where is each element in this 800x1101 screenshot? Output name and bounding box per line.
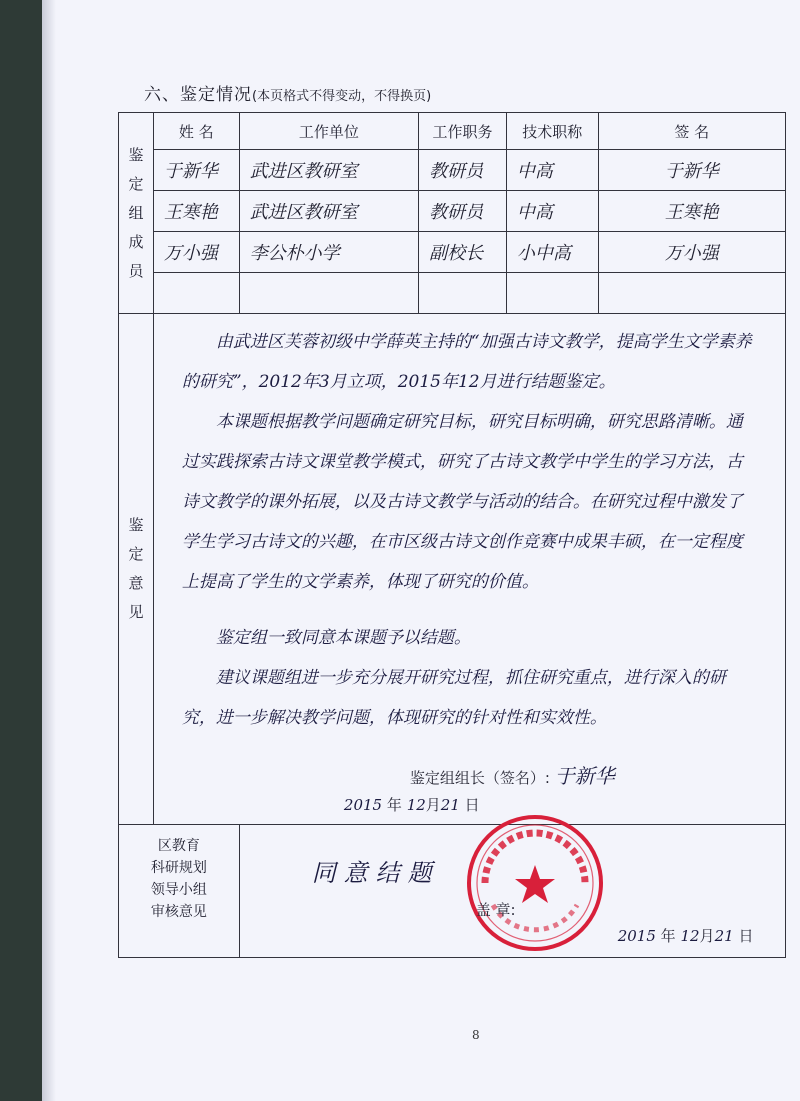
empty-cell bbox=[506, 273, 598, 314]
stamp-label: 盖 章: bbox=[475, 901, 516, 919]
review-date-m: 月 bbox=[699, 927, 715, 945]
review-date-d: 日 bbox=[738, 927, 754, 945]
member-signature: 于新华 bbox=[598, 150, 785, 191]
section-title bbox=[144, 80, 431, 105]
section-title-text: 六、鉴定情况 bbox=[144, 85, 252, 105]
appraisal-table bbox=[118, 112, 786, 958]
opinion-date-month: 12 bbox=[406, 796, 426, 814]
member-signature: 万小强 bbox=[598, 232, 785, 273]
review-date-year: 2015 bbox=[617, 927, 656, 945]
member-row bbox=[119, 191, 786, 232]
header-name: 姓 名 bbox=[153, 113, 239, 150]
empty-cell bbox=[598, 273, 785, 314]
opinion-date-y: 年 bbox=[386, 796, 402, 814]
opinion-date bbox=[344, 794, 480, 815]
empty-cell bbox=[239, 273, 418, 314]
member-unit: 武进区教研室 bbox=[239, 150, 418, 191]
opinion-row bbox=[119, 314, 786, 825]
review-label-line: 审核意见 bbox=[150, 904, 207, 920]
opinion-paragraph: 本课题根据教学问题确定研究目标，研究目标明确，研究思路清晰。通过实践探索古诗文课堂教学模式，研究了古诗文教学中学生的学习方法，古诗文教学的课外拓展，以及古诗文教学与活动的结合。在研究过程中激发了学生学习古诗文的兴趣，在市区级古诗文创作竞赛中成果丰硕，在一定程度上提高了学生的文学素养，体现了研究的价值。 bbox=[181, 412, 743, 592]
official-seal bbox=[465, 813, 605, 953]
member-title: 中高 bbox=[506, 150, 598, 191]
empty-member-row bbox=[119, 273, 786, 314]
member-name: 王寒艳 bbox=[153, 191, 239, 232]
empty-cell bbox=[153, 273, 239, 314]
review-label-line: 领导小组 bbox=[150, 882, 207, 898]
review-label-line: 科研规划 bbox=[150, 860, 207, 876]
member-duty: 教研员 bbox=[419, 150, 507, 191]
members-label bbox=[119, 113, 154, 314]
opinion-paragraph: 鉴定组一致同意本课题予以结题。 bbox=[215, 628, 471, 648]
member-duty: 副校长 bbox=[419, 232, 507, 273]
opinion-paragraph: 由武进区芙蓉初级中学薛英主持的“加强古诗文教学，提高学生文学素养的研究”，2012年3月立项，2015年12月进行结题鉴定。 bbox=[181, 332, 752, 392]
header-signature: 签 名 bbox=[598, 113, 785, 150]
opinion-cell bbox=[153, 314, 785, 825]
review-label bbox=[119, 825, 240, 958]
header-duty: 工作职务 bbox=[419, 113, 507, 150]
review-row bbox=[119, 825, 786, 958]
member-title: 小中高 bbox=[506, 232, 598, 273]
leader-signature: 于新华 bbox=[554, 764, 615, 788]
page-number: 8 bbox=[472, 1028, 480, 1042]
member-signature: 王寒艳 bbox=[598, 191, 785, 232]
review-date-y: 年 bbox=[660, 927, 676, 945]
opinion-label-text: 鉴定意见 bbox=[128, 516, 144, 621]
review-date-day: 21 bbox=[714, 927, 734, 945]
opinion-label bbox=[119, 314, 154, 825]
member-row bbox=[119, 150, 786, 191]
leader-sign-line bbox=[410, 760, 615, 789]
header-unit: 工作单位 bbox=[239, 113, 418, 150]
member-unit: 武进区教研室 bbox=[239, 191, 418, 232]
opinion-date-day: 21 bbox=[440, 796, 460, 814]
member-name: 于新华 bbox=[153, 150, 239, 191]
member-duty: 教研员 bbox=[419, 191, 507, 232]
section-note: (本页格式不得变动，不得换页) bbox=[252, 89, 432, 104]
empty-cell bbox=[419, 273, 507, 314]
members-label-text: 鉴定组成员 bbox=[128, 145, 144, 280]
review-date bbox=[618, 925, 754, 946]
opinion-date-year: 2015 bbox=[343, 796, 383, 814]
header-title: 技术职称 bbox=[506, 113, 598, 150]
member-title: 中高 bbox=[506, 191, 598, 232]
review-label-line: 区教育 bbox=[157, 838, 200, 854]
header-row bbox=[119, 113, 786, 150]
opinion-paragraph: 建议课题组进一步充分展开研究过程，抓住研究重点，进行深入的研究，进一步解决教学问题，体现研究的针对性和实效性。 bbox=[181, 668, 726, 728]
member-row bbox=[119, 232, 786, 273]
review-cell bbox=[239, 825, 785, 958]
opinion-date-d: 日 bbox=[464, 796, 480, 814]
opinion-date-m: 月 bbox=[425, 796, 441, 814]
review-text: 同意结题 bbox=[311, 859, 440, 887]
member-unit: 李公朴小学 bbox=[239, 232, 418, 273]
leader-sign-label: 鉴定组组长（签名）: bbox=[409, 769, 550, 787]
member-name: 万小强 bbox=[153, 232, 239, 273]
review-date-month: 12 bbox=[680, 927, 700, 945]
